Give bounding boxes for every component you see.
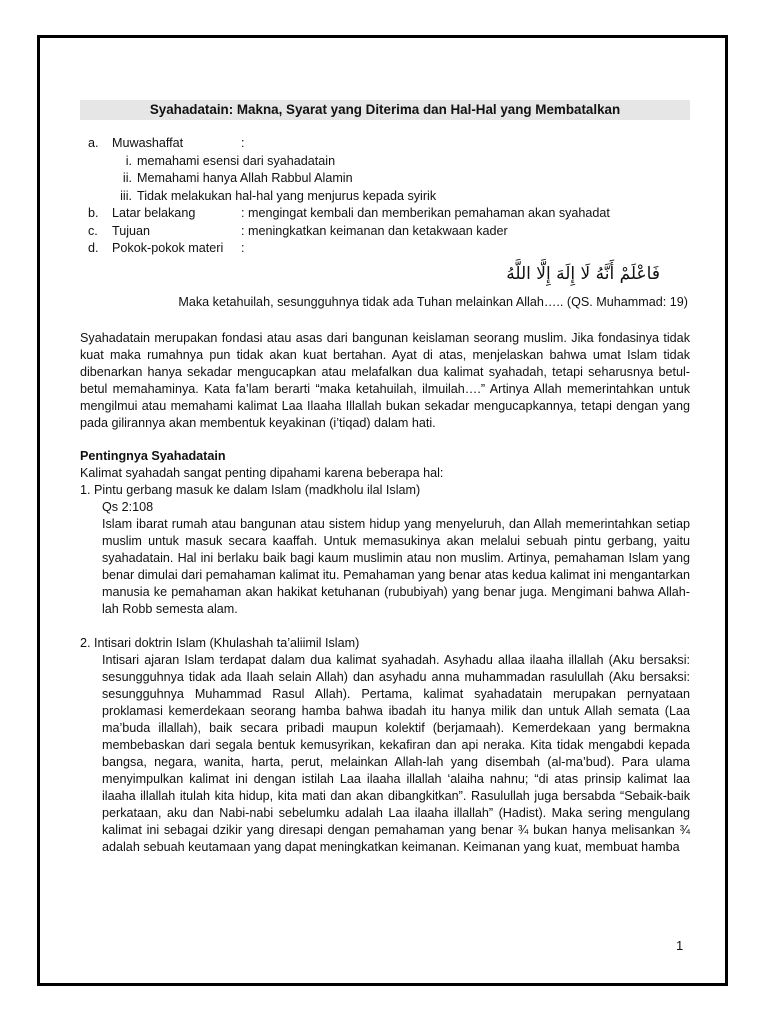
outline-item-b: b. Latar belakang : mengingat kembali dan memberikan pemahaman akan syahadat [88, 206, 610, 220]
sub-item-ii: ii. Memahami hanya Allah Rabbul Alamin [122, 171, 353, 185]
section-intro: Kalimat syahadah sangat penting dipahami karena beberapa hal: [80, 465, 444, 480]
intro-paragraph: Syahadatain merupakan fondasi atau asas dari bangunan keislaman seorang muslim. Jika fondasinya tidak kuat maka rumahnya pun tidak akan kuat bertahan. Ayat di atas, menjelaskan bahwa umat Islam tidak dibenarkan hanya sekadar mengucapkan atau melafalkan dua kalimat syahadah, tetapi seharusnya betul-betul memahaminya. Kata fa’lam berarti “maka ketahuilah, ilmuilah….” Artinya Allah memerintahkan untuk mengilmui atau memahami kalimat Laa Ilaaha Illallah bukan sekadar mengucapkannya, tetapi dengan yang pada gilirannya akan membentuk keyakinan (i’tiqad) dalam hati. [80, 330, 690, 430]
spacer [80, 618, 690, 635]
document-body [80, 100, 690, 856]
outline-item-a: a. Muwashaffat : [88, 136, 245, 150]
point-2-title: 2. Intisari doktrin Islam (Khulashah ta’aliimil Islam) [80, 635, 360, 650]
point-1-body: Islam ibarat rumah atau bangunan atau sistem hidup yang menyeluruh, dan Allah memerintahkan setiap muslim untuk masuk secara kaaffah. Untuk memasukinya akan melalui sebuah pintu gerbang, yaitu syahadatain. Hal ini berlaku baik bagi kaum muslimin atau non muslim. Artinya, pemahaman Islam yang benar dimulai dari pemahaman kalimat itu. Pemahaman yang benar atas kedua kalimat ini mengantarkan manusia ke pemahaman akan hakikat ketuhanan (rububiyah) yang benar juga. Mengimani bahwa Allah-lah Robb semesta alam. [102, 516, 690, 616]
sub-item-iii: iii. Tidak melakukan hal-hal yang menjurus kepada syirik [120, 188, 437, 203]
verse-translation: Maka ketahuilah, sesungguhnya tidak ada Tuhan melainkan Allah….. (QS. Muhammad: 19) [178, 294, 688, 309]
point-1-title: 1. Pintu gerbang masuk ke dalam Islam (madkholu ilal Islam) [80, 482, 421, 497]
page-number: 1 [676, 938, 684, 953]
outline-item-d: d. Pokok-pokok materi : [88, 241, 245, 255]
point-2-body: Intisari ajaran Islam terdapat dalam dua kalimat syahadah. Asyhadu allaa ilaaha illallah (Aku bersaksi: sesungguhnya tidak ada Ilaah selain Allah) dan asyhadu anna muhammadan rasulullah (Aku bersaksi: sesungguhnya Muhammad Rasul Allah). Pertama, kalimat syahadatain merupakan pernyataan proklamasi kemerdekaan seorang hamba bahwa ibadah itu hanya milik dan untuk Allah semata (Laa ma’buda illallah), baik secara pribadi maupun kolektif (berjamaah). Kemerdekaan yang bermakna membebaskan dari segala bentuk kemusyrikan, kekafiran dan api neraka. Kita tidak mengabdi kepada bangsa, negara, wanita, harta, perut, melainkan Allah-lah yang disembah (al-ma’bud). Para ulama menyimpulkan kalimat ini dengan istilah Laa ilaaha illallah ‘alaiha nahnu; “di atas prinsip kalimat laa ilaaha illallah itulah kita hidup, kita mati dan akan dibangkitkan”. Rasulullah juga bersabda “Sebaik-baik perkataan, aku dan Nabi-nabi sebelumku adalah Laa ilaaha illallah” (Hadist). Maka sering mengulang kalimat ini sebagai dzikir yang diresapi dengan pemahaman yang benar ¾ bukan hanya melisankan ¾ adalah sebuah keutamaan yang dapat meningkatkan keimanan. Keimanan yang kuat, membuat hamba [102, 652, 690, 854]
arabic-verse: فَاعْلَمْ أَنَّهُ لَا إِلَهَ إِلَّا اللَّهُ [506, 263, 660, 284]
outline-item-c: c. Tujuan : meningkatkan keimanan dan ketakwaan kader [88, 223, 508, 238]
sub-item-i: i. memahami esensi dari syahadatain [125, 153, 336, 168]
section-heading: Pentingnya Syahadatain [80, 448, 226, 463]
document-title: Syahadatain: Makna, Syarat yang Diterima dan Hal-Hal yang Membatalkan [80, 100, 690, 120]
point-1-reference: Qs 2:108 [102, 499, 154, 514]
